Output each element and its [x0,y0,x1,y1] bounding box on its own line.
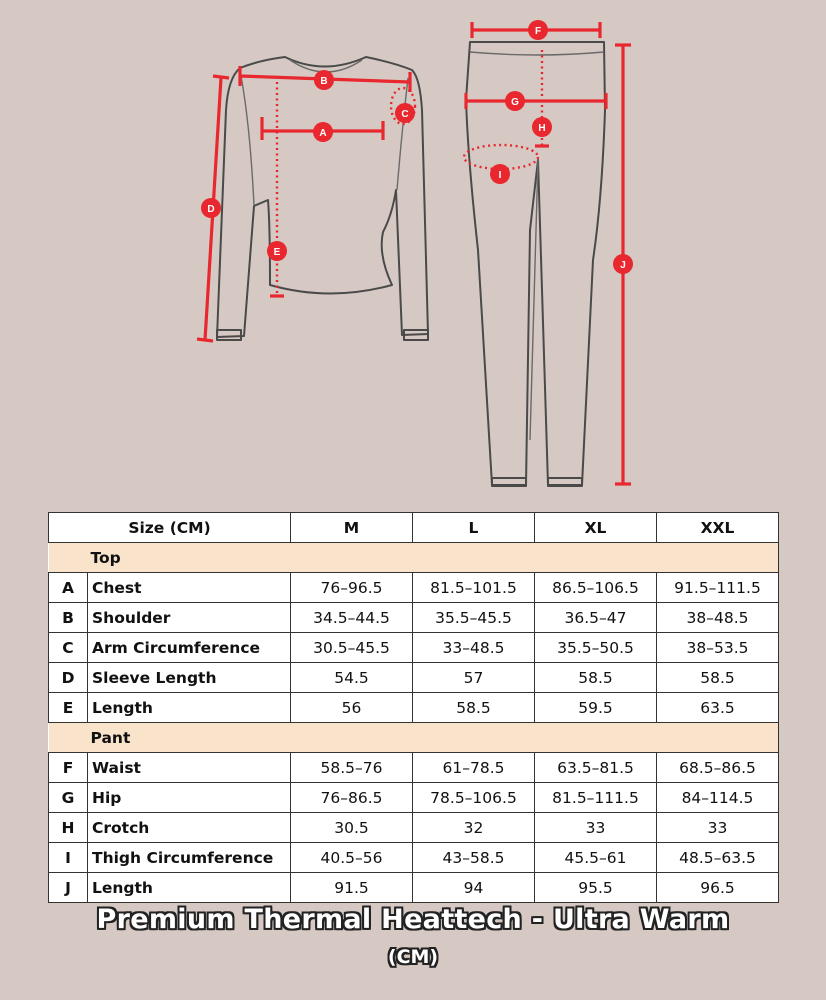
cell-l: 33–48.5 [413,633,535,663]
row-code: B [49,603,88,633]
section-row-pant [49,723,779,753]
row-label: Waist [88,753,291,783]
cell-m: 91.5 [291,873,413,903]
cell-l: 43–58.5 [413,843,535,873]
badge-c [395,103,415,123]
cell-xxl: 68.5–86.5 [657,753,779,783]
header-m: M [291,513,413,543]
row-code: F [49,753,88,783]
svg-text:F: F [534,26,542,37]
table-row [49,663,779,693]
table-row [49,753,779,783]
measurement-lines-pant [464,22,631,484]
size-table [48,512,779,903]
svg-text:D: D [207,204,215,215]
row-code: H [49,813,88,843]
row-code: J [49,873,88,903]
badge-a [313,122,333,142]
badge-d [201,198,221,218]
badge-j [613,254,633,274]
badge-f [528,20,548,40]
cell-xl: 58.5 [535,663,657,693]
row-code: A [49,573,88,603]
cell-xxl: 58.5 [657,663,779,693]
cell-l: 94 [413,873,535,903]
cell-m: 58.5–76 [291,753,413,783]
table-row [49,813,779,843]
header-xxl: XXL [657,513,779,543]
cell-xxl: 38–53.5 [657,633,779,663]
row-label: Length [88,873,291,903]
section-label-pant: Pant [49,723,779,753]
cell-m: 54.5 [291,663,413,693]
cell-l: 81.5–101.5 [413,573,535,603]
row-label: Hip [88,783,291,813]
row-code: G [49,783,88,813]
row-label: Crotch [88,813,291,843]
cell-l: 61–78.5 [413,753,535,783]
cell-xl: 36.5–47 [535,603,657,633]
svg-text:H: H [538,123,546,134]
cell-xxl: 84–114.5 [657,783,779,813]
pant-garment-outline [466,42,605,486]
cell-l: 78.5–106.5 [413,783,535,813]
row-label: Thigh Circumference [88,843,291,873]
cell-xxl: 38–48.5 [657,603,779,633]
cell-m: 76–86.5 [291,783,413,813]
cell-m: 56 [291,693,413,723]
table-row [49,573,779,603]
svg-text:E: E [273,247,281,258]
header-xl: XL [535,513,657,543]
cell-m: 30.5–45.5 [291,633,413,663]
row-label: Arm Circumference [88,633,291,663]
cell-l: 35.5–45.5 [413,603,535,633]
cell-xxl: 33 [657,813,779,843]
section-row-top [49,543,779,573]
cell-m: 76–96.5 [291,573,413,603]
caption-title: Premium Thermal Heattech - Ultra Warm [96,904,730,935]
table-row [49,783,779,813]
svg-text:J: J [620,260,626,271]
badge-i [490,164,510,184]
header-size: Size (CM) [49,513,291,543]
row-code: C [49,633,88,663]
row-code: D [49,663,88,693]
cell-m: 40.5–56 [291,843,413,873]
table-row [49,873,779,903]
cell-xl: 63.5–81.5 [535,753,657,783]
badge-g [505,91,525,111]
header-l: L [413,513,535,543]
row-code: E [49,693,88,723]
row-label: Shoulder [88,603,291,633]
cell-l: 58.5 [413,693,535,723]
cell-xl: 95.5 [535,873,657,903]
cell-xxl: 63.5 [657,693,779,723]
cell-l: 57 [413,663,535,693]
caption-unit: (CM) [387,946,439,968]
cell-xl: 45.5–61 [535,843,657,873]
table-row [49,633,779,663]
badge-e [267,241,287,261]
section-label-top: Top [49,543,779,573]
row-label: Length [88,693,291,723]
table-header-row [49,513,779,543]
cell-m: 30.5 [291,813,413,843]
svg-text:A: A [319,128,327,139]
cell-xl: 86.5–106.5 [535,573,657,603]
measurement-lines-top [197,66,415,341]
row-label: Chest [88,573,291,603]
row-label: Sleeve Length [88,663,291,693]
cell-xl: 35.5–50.5 [535,633,657,663]
cell-xxl: 91.5–111.5 [657,573,779,603]
table-row [49,693,779,723]
top-garment-outline [217,57,428,340]
cell-xxl: 48.5–63.5 [657,843,779,873]
svg-text:I: I [498,170,502,181]
badge-b [314,70,334,90]
table-row [49,603,779,633]
svg-text:B: B [320,76,328,87]
cell-xxl: 96.5 [657,873,779,903]
cell-xl: 59.5 [535,693,657,723]
table-row [49,843,779,873]
svg-text:G: G [511,97,519,108]
svg-text:C: C [401,109,409,120]
badge-h [532,117,552,137]
cell-m: 34.5–44.5 [291,603,413,633]
cell-xl: 33 [535,813,657,843]
row-code: I [49,843,88,873]
cell-xl: 81.5–111.5 [535,783,657,813]
cell-l: 32 [413,813,535,843]
